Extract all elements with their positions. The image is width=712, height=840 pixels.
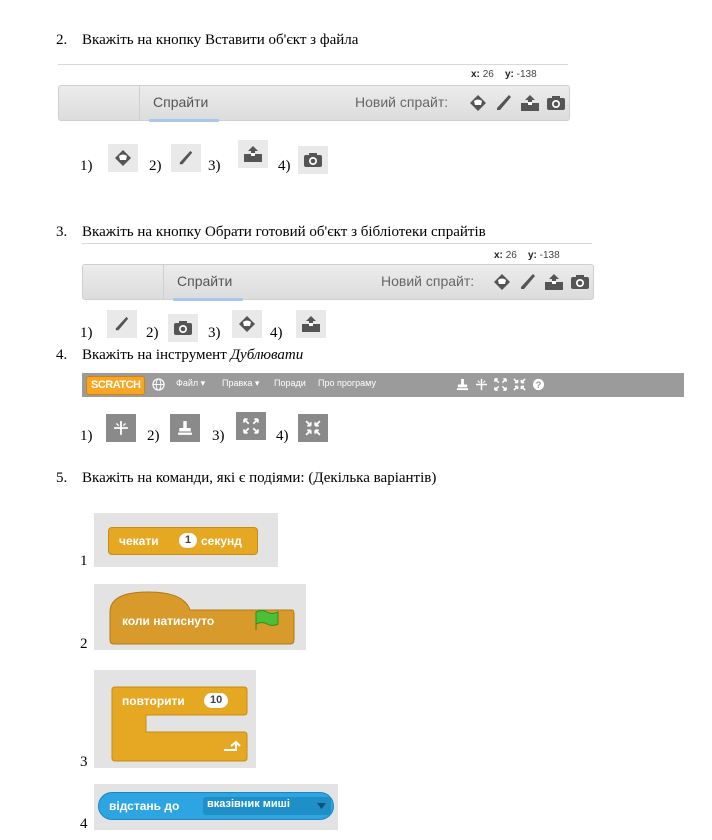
question-3 <box>56 224 486 241</box>
sprite-library-icon <box>238 315 256 333</box>
sprite-library-icon[interactable] <box>467 92 489 114</box>
block-2-image[interactable] <box>94 584 306 650</box>
shrink-icon <box>305 420 321 436</box>
divider <box>58 64 568 65</box>
chevron-down-icon <box>317 803 326 809</box>
question-text: Вкажіть на кнопку Обрати готовий об'єкт з бібліотеки спрайтів <box>82 224 486 240</box>
sprite-library-icon[interactable] <box>491 271 513 293</box>
option-3-tile[interactable] <box>236 412 266 440</box>
green-flag-icon <box>252 608 280 632</box>
paint-brush-icon <box>114 316 130 332</box>
scratch-menubar <box>82 373 684 397</box>
block-label: чекати <box>119 534 159 548</box>
tab-underline <box>149 119 219 122</box>
tool-name: Дублювати <box>230 347 304 363</box>
option-1-label: 1) <box>80 158 93 174</box>
new-sprite-label: Новий спрайт: <box>355 94 449 110</box>
option-4-tile[interactable] <box>298 414 328 442</box>
svg-text:?: ? <box>535 380 542 391</box>
help-icon[interactable] <box>532 378 545 391</box>
option-4-tile[interactable] <box>296 310 326 338</box>
question-number: 2. <box>56 32 68 48</box>
y-label: y: <box>527 250 537 261</box>
block-label: коли натиснуто <box>122 614 215 628</box>
y-value: -138 <box>516 69 537 80</box>
paint-brush-icon <box>178 150 194 166</box>
block-label: відстань до <box>109 799 180 813</box>
option-1-tile[interactable] <box>106 414 136 442</box>
menu-about[interactable]: Про програму <box>318 378 376 388</box>
new-sprite-label: Новий спрайт: <box>381 273 475 289</box>
delete-cut-icon[interactable] <box>475 378 488 391</box>
question-text: Вкажіть на кнопку Вставити об'єкт з файла <box>82 32 359 48</box>
y-value: -138 <box>539 250 560 261</box>
x-label: x: <box>471 69 480 80</box>
shrink-icon[interactable] <box>513 378 526 391</box>
coordinates-readout <box>471 69 537 80</box>
block-input[interactable]: 1 <box>179 533 197 548</box>
block-1-image[interactable] <box>94 513 278 567</box>
option-1-tile[interactable] <box>107 310 137 338</box>
block-4-number: 4 <box>80 816 88 832</box>
upload-file-icon <box>243 145 263 163</box>
sprites-title: Спрайти <box>177 273 233 289</box>
grow-icon <box>243 418 259 434</box>
question-5 <box>56 470 436 487</box>
option-2-tile[interactable] <box>171 144 201 172</box>
sprites-panel-header <box>58 85 570 121</box>
option-2-tile[interactable] <box>170 414 200 442</box>
option-1-tile[interactable] <box>108 144 138 172</box>
option-3-label: 3) <box>208 325 221 341</box>
upload-file-icon <box>301 315 321 333</box>
new-sprite-icons <box>467 92 567 114</box>
divider <box>82 243 592 244</box>
block-3-image[interactable] <box>94 670 256 768</box>
x-label: x: <box>494 250 503 261</box>
distance-to-block[interactable] <box>98 792 334 820</box>
menu-tips[interactable]: Поради <box>274 378 306 388</box>
option-1-label: 1) <box>80 428 93 444</box>
option-2-label: 2) <box>149 158 162 174</box>
delete-cut-icon <box>113 420 129 436</box>
option-2-tile[interactable] <box>168 314 198 342</box>
new-sprite-icons <box>491 271 591 293</box>
globe-icon[interactable] <box>152 378 165 396</box>
sprite-library-icon <box>114 149 132 167</box>
option-3-tile[interactable] <box>232 310 262 338</box>
option-4-label: 4) <box>270 325 283 341</box>
upload-file-icon[interactable] <box>543 271 565 293</box>
block-4-image[interactable] <box>94 784 338 830</box>
option-2-label: 2) <box>146 325 159 341</box>
x-value: 26 <box>482 69 494 80</box>
question-4 <box>56 347 303 364</box>
sprites-title: Спрайти <box>153 94 209 110</box>
wait-seconds-block[interactable] <box>108 527 258 555</box>
scratch-logo[interactable]: SCRATCH <box>86 376 145 395</box>
question-text: Вкажіть на інструмент <box>82 347 231 363</box>
camera-icon[interactable] <box>545 92 567 114</box>
stage-cell[interactable] <box>59 86 140 120</box>
camera-icon[interactable] <box>569 271 591 293</box>
question-number: 3. <box>56 224 68 240</box>
stage-cell[interactable] <box>83 265 164 299</box>
coordinates-readout <box>494 250 560 261</box>
sprites-panel-header <box>82 264 594 300</box>
duplicate-stamp-icon[interactable] <box>456 378 469 391</box>
duplicate-stamp-icon <box>177 420 193 436</box>
upload-file-icon[interactable] <box>519 92 541 114</box>
option-2-label: 2) <box>147 428 160 444</box>
dropdown-value: вказівник миші <box>207 798 290 810</box>
block-label: секунд <box>201 534 242 548</box>
paint-brush-icon[interactable] <box>493 92 515 114</box>
option-4-label: 4) <box>276 428 289 444</box>
menu-edit[interactable]: Правка ▾ <box>222 378 260 388</box>
paint-brush-icon[interactable] <box>517 271 539 293</box>
option-4-tile[interactable] <box>298 146 328 174</box>
toolbar-tools <box>456 378 545 391</box>
option-3-tile[interactable] <box>238 140 268 168</box>
option-3-label: 3) <box>212 428 225 444</box>
question-number: 5. <box>56 470 68 486</box>
x-value: 26 <box>505 250 517 261</box>
menu-file[interactable]: Файл ▾ <box>176 378 206 388</box>
block-1-number: 1 <box>80 553 88 569</box>
question-text: Вкажіть на команди, які є подіями: (Декілька варіантів) <box>82 470 437 486</box>
tab-underline <box>173 298 243 301</box>
option-3-label: 3) <box>208 158 221 174</box>
grow-icon[interactable] <box>494 378 507 391</box>
camera-icon <box>173 320 193 336</box>
question-2 <box>56 32 358 49</box>
option-1-label: 1) <box>80 325 93 341</box>
option-4-label: 4) <box>278 158 291 174</box>
target-dropdown[interactable] <box>203 797 331 815</box>
block-3-number: 3 <box>80 754 88 770</box>
question-number: 4. <box>56 347 68 363</box>
y-label: y: <box>504 69 514 80</box>
block-2-number: 2 <box>80 636 88 652</box>
block-input[interactable]: 10 <box>204 693 228 708</box>
block-label: повторити <box>122 694 185 708</box>
camera-icon <box>303 152 323 168</box>
